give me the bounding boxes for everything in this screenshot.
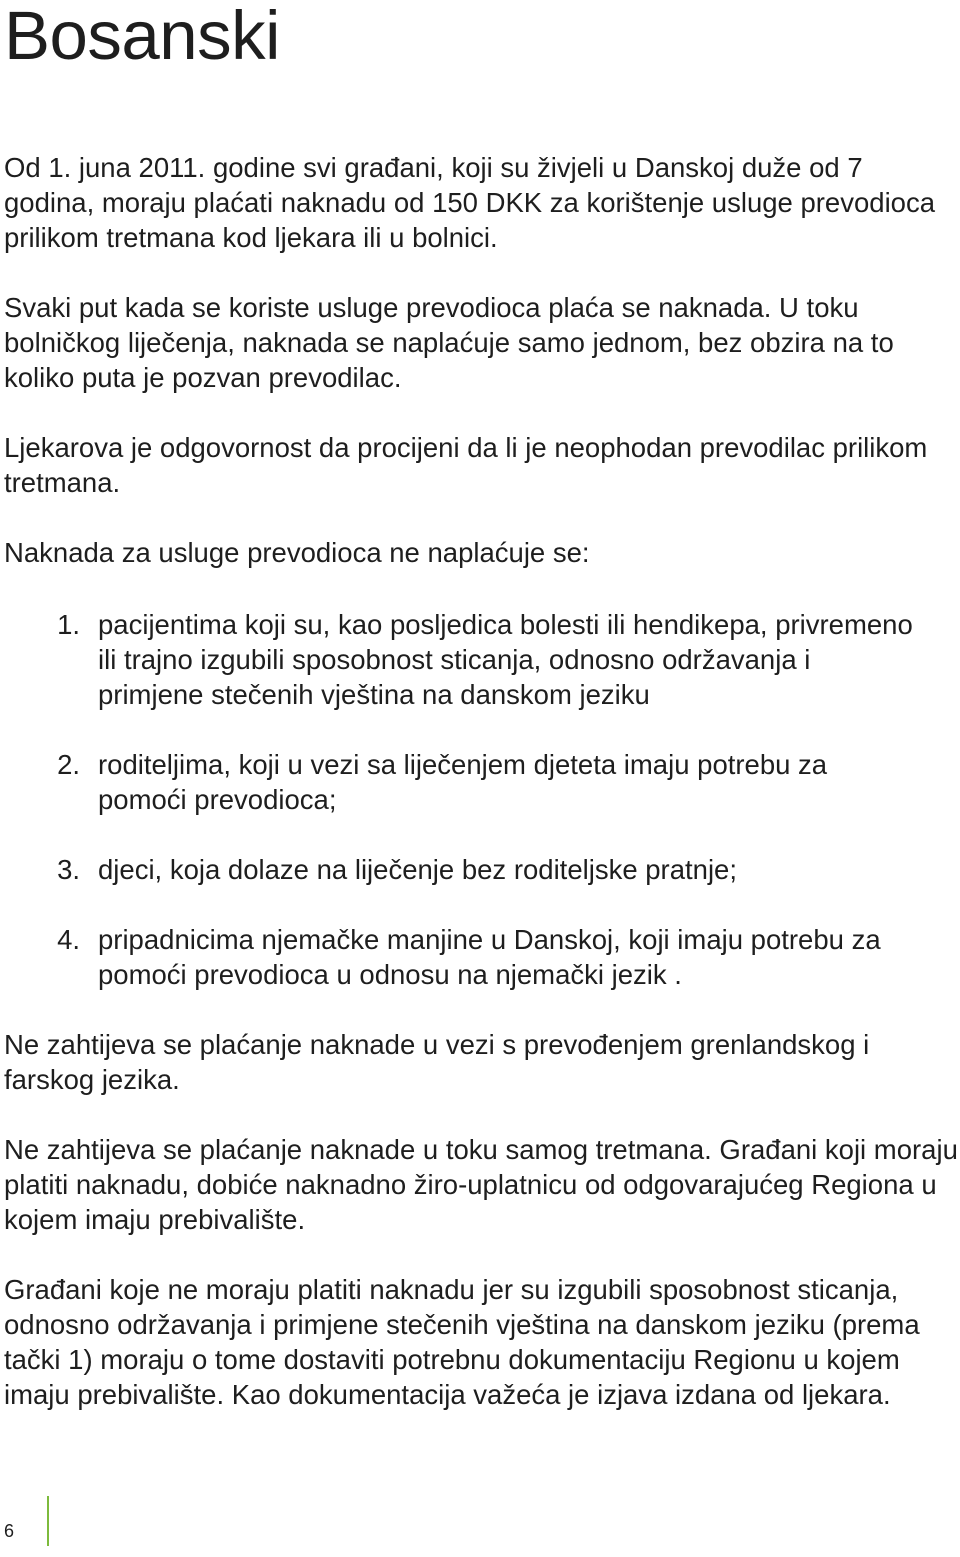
list-item-text: pripadnicima njemačke manjine u Danskoj, koji imaju potrebu za pomoći prevodioca u odnosu na njemački jezik .	[98, 924, 881, 990]
list-item-number: 4.	[57, 924, 80, 955]
footer-divider	[47, 1496, 49, 1546]
list-item-number: 2.	[57, 749, 80, 780]
list-item-number: 3.	[57, 854, 80, 885]
paragraph-documentation: Građani koje ne moraju platiti naknadu jer su izgubili sposobnost sticanja, odnosno održavanja i primjene stečenih vještina na danskom jeziku (prema tački 1) moraju o tome dostaviti potrebnu dokumentaciju Regionu u kojem imaju prebivalište. Kao dokumentacija važeća je izjava izdana od ljekara.	[4, 1274, 920, 1410]
paragraph-exemptions-heading: Naknada za usluge prevodioca ne naplaćuje se:	[4, 537, 590, 568]
list-item-text: djeci, koja dolaze na liječenje bez roditeljske pratnje;	[98, 854, 737, 885]
page-number: 6	[4, 1521, 15, 1541]
list-item-number: 1.	[57, 609, 80, 640]
paragraph-doctor-responsibility: Ljekarova je odgovornost da procijeni da li je neophodan prevodilac prilikom tretmana.	[4, 432, 928, 498]
paragraph-fee-per-use: Svaki put kada se koriste usluge prevodioca plaća se naknada. U toku bolničkog liječenja, naknada se naplaćuje samo jednom, bez obzira na to koliko puta je pozvan prevodilac.	[4, 292, 894, 393]
list-item-text: roditeljima, koji u vezi sa liječenjem djeteta imaju potrebu za pomoći prevodioca;	[98, 749, 828, 815]
paragraph-payment-giro: Ne zahtijeva se plaćanje naknade u toku samog tretmana. Građani koji moraju platiti naknadu, dobiće naknadno žiro-uplatnicu od odgovarajućeg Regiona u kojem imaju prebivalište.	[4, 1134, 958, 1235]
paragraph-greenlandic-faroese: Ne zahtijeva se plaćanje naknade u vezi s prevođenjem grenlandskog i farskog jezika.	[4, 1029, 870, 1095]
page-title: Bosanski	[4, 0, 280, 74]
paragraph-fee-intro: Od 1. juna 2011. godine svi građani, koji su živjeli u Danskoj duže od 7 godina, moraju plaćati naknadu od 150 DKK za korištenje usluge prevodioca prilikom tretmana kod ljekara ili u bolnici.	[4, 152, 936, 253]
list-item-text: pacijentima koji su, kao posljedica bolesti ili hendikepa, privremeno ili trajno izgubili sposobnost sticanja, odnosno održavanja i primjene stečenih vještina na danskom jeziku	[98, 609, 913, 710]
